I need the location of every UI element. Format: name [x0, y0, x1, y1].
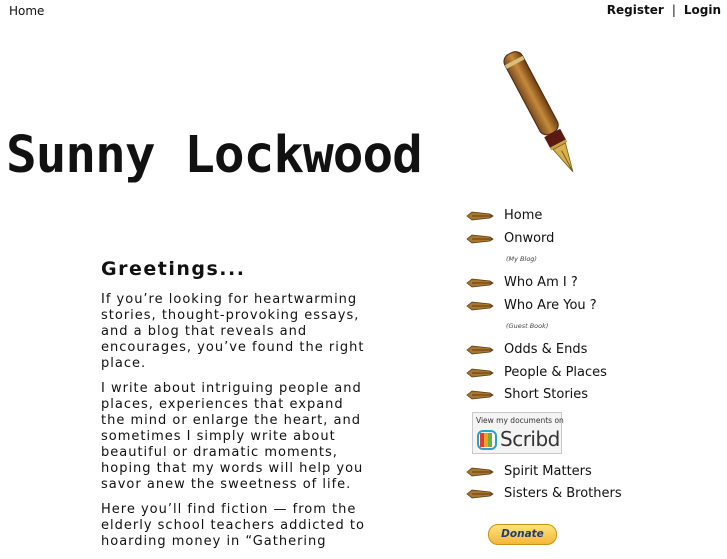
nav-item-spirit-matters[interactable] [466, 462, 721, 485]
nav-label: Onword [504, 230, 555, 246]
nav-label: People & Places [504, 364, 607, 380]
nav-label: Home [504, 208, 543, 223]
site-title[interactable]: Sunny Lockwood [6, 126, 422, 185]
nav-label: Who Are You ? [504, 297, 597, 313]
site-header [6, 124, 566, 188]
top-bar [0, 0, 727, 22]
nav-label: Short Stories [504, 387, 589, 402]
pen-nib-bullet-icon [466, 466, 494, 478]
pen-nib-bullet-icon [466, 210, 494, 222]
pen-nib-bullet-icon [466, 344, 494, 356]
register-link[interactable]: Register [606, 3, 664, 17]
nav-label: Who Am I ? [504, 275, 578, 290]
nav-note-guest-book [466, 318, 721, 340]
pen-nib-bullet-icon [466, 488, 494, 500]
nav-item-who-am-i[interactable] [466, 273, 721, 296]
account-links [607, 3, 721, 17]
nav-item-sisters-brothers[interactable] [466, 484, 721, 507]
scribd-logo-icon [477, 430, 497, 450]
nav-note-blog [466, 251, 721, 273]
donate-button[interactable]: Donate [488, 524, 557, 545]
sidebar-nav [466, 206, 721, 507]
nav-label: Odds & Ends [504, 342, 588, 357]
nav-item-people-places[interactable] [466, 363, 721, 386]
scribd-wordmark: Scribd [500, 426, 560, 451]
intro-paragraph: If you’re looking for heartwarming stories, thought-provoking essays, and a blog that reveals and encourages, you’ve found the right place. [101, 292, 365, 371]
page-heading: Greetings... [101, 258, 246, 280]
top-home-link[interactable]: Home [9, 4, 45, 18]
pen-nib-bullet-icon [466, 367, 494, 379]
main-content [101, 258, 371, 559]
pen-nib-bullet-icon [466, 233, 494, 245]
pen-nib-bullet-icon [466, 300, 494, 312]
scribd-badge[interactable] [472, 412, 562, 454]
nav-note: (My Blog) [506, 255, 537, 263]
fiction-paragraph: Here you’ll find fiction — from the elderly school teachers addicted to hoarding money in “Gathering [101, 502, 365, 549]
fountain-pen-icon [486, 44, 596, 184]
nav-item-short-stories[interactable] [466, 385, 721, 408]
nav-item-onword[interactable] [466, 229, 721, 252]
pen-nib-bullet-icon [466, 277, 494, 289]
nav-note: (Guest Book) [506, 322, 549, 330]
about-paragraph: I write about intriguing people and places, experiences that expand the mind or enlarge the heart, and sometimes I simply write about beautiful or dramatic moments, hoping that my words will help you savor anew the sweetness of life. [101, 381, 364, 492]
nav-label: Spirit Matters [504, 463, 592, 479]
nav-item-odds-ends[interactable] [466, 340, 721, 363]
nav-item-who-are-you[interactable] [466, 296, 721, 319]
nav-item-home[interactable] [466, 206, 721, 229]
login-link[interactable]: Login [683, 3, 721, 17]
pen-nib-bullet-icon [466, 389, 494, 401]
account-separator: | [671, 3, 676, 17]
scribd-caption: View my documents on [476, 415, 564, 425]
nav-label: Sisters & Brothers [504, 486, 622, 501]
